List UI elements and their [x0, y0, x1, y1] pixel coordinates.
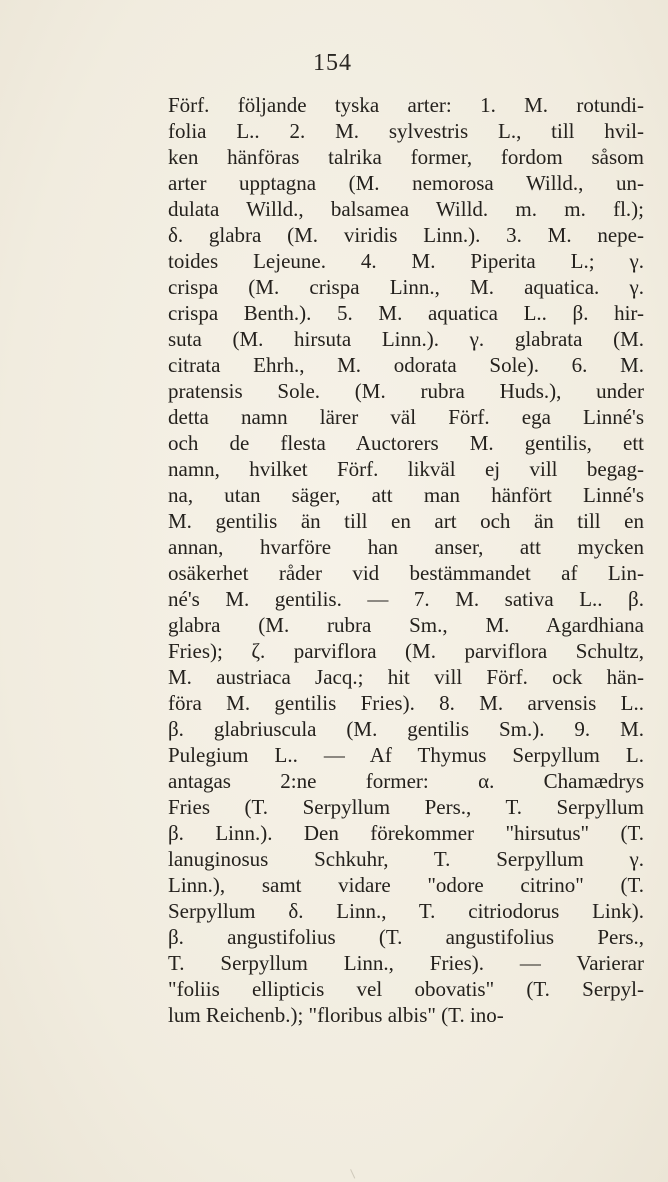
text-line: osäkerhet råder vid bestämmandet af Lin-: [168, 561, 644, 585]
text-line: crispa (M. crispa Linn., M. aquatica. γ.: [168, 275, 644, 299]
text-line: namn, hvilket Förf. likväl ej vill begag-: [168, 457, 644, 481]
text-line: föra M. gentilis Fries). 8. M. arvensis L..: [168, 691, 644, 715]
text-line: ken hänföras talrika former, fordom såsom: [168, 145, 644, 169]
body-text: [168, 92, 644, 1028]
text-line: suta (M. hirsuta Linn.). γ. glabrata (M.: [168, 327, 644, 351]
text-line: pratensis Sole. (M. rubra Huds.), under: [168, 379, 644, 403]
text-line: lanuginosus Schkuhr, T. Serpyllum γ.: [168, 847, 644, 871]
text-line: citrata Ehrh., M. odorata Sole). 6. M.: [168, 353, 644, 377]
text-line: "foliis ellipticis vel obovatis" (T. Serpyl-: [168, 977, 644, 1001]
text-line: folia L.. 2. M. sylvestris L., till hvil-: [168, 119, 644, 143]
text-line: lum Reichenb.); "floribus albis" (T. ino-: [168, 1003, 504, 1027]
text-line: Serpyllum δ. Linn., T. citriodorus Link).: [168, 899, 644, 923]
text-line: och de flesta Auctorers M. gentilis, ett: [168, 431, 644, 455]
text-line: arter upptagna (M. nemorosa Willd., un-: [168, 171, 644, 195]
text-line: toides Lejeune. 4. M. Piperita L.; γ.: [168, 249, 644, 273]
text-line: δ. glabra (M. viridis Linn.). 3. M. nepe-: [168, 223, 644, 247]
text-line: Linn.), samt vidare "odore citrino" (T.: [168, 873, 644, 897]
text-line: Pulegium L.. — Af Thymus Serpyllum L.: [168, 743, 644, 767]
text-line: β. angustifolius (T. angustifolius Pers.,: [168, 925, 644, 949]
text-line: na, utan säger, att man hänfört Linné's: [168, 483, 644, 507]
text-line: β. Linn.). Den förekommer "hirsutus" (T.: [168, 821, 644, 845]
text-line: Fries (T. Serpyllum Pers., T. Serpyllum: [168, 795, 644, 819]
text-line: detta namn lärer väl Förf. ega Linné's: [168, 405, 644, 429]
text-line: né's M. gentilis. — 7. M. sativa L.. β.: [168, 587, 644, 611]
text-line: Fries); ζ. parviflora (M. parviflora Schultz,: [168, 639, 644, 663]
page-number: 154: [313, 50, 352, 76]
text-line: crispa Benth.). 5. M. aquatica L.. β. hir-: [168, 301, 644, 325]
text-line: dulata Willd., balsamea Willd. m. m. fl.);: [168, 197, 644, 221]
text-line: M. gentilis än till en art och än till en: [168, 509, 644, 533]
text-line: glabra (M. rubra Sm., M. Agardhiana: [168, 613, 644, 637]
text-line: antagas 2:ne former: α. Chamædrys: [168, 769, 644, 793]
text-line: β. glabriuscula (M. gentilis Sm.). 9. M.: [168, 717, 644, 741]
text-line: T. Serpyllum Linn., Fries). — Varierar: [168, 951, 644, 975]
text-line: Förf. följande tyska arter: 1. M. rotundi-: [168, 93, 644, 117]
text-line: annan, hvarföre han anser, att mycken: [168, 535, 644, 559]
paper-mark: [350, 1167, 359, 1178]
text-line: M. austriaca Jacq.; hit vill Förf. ock hän-: [168, 665, 644, 689]
